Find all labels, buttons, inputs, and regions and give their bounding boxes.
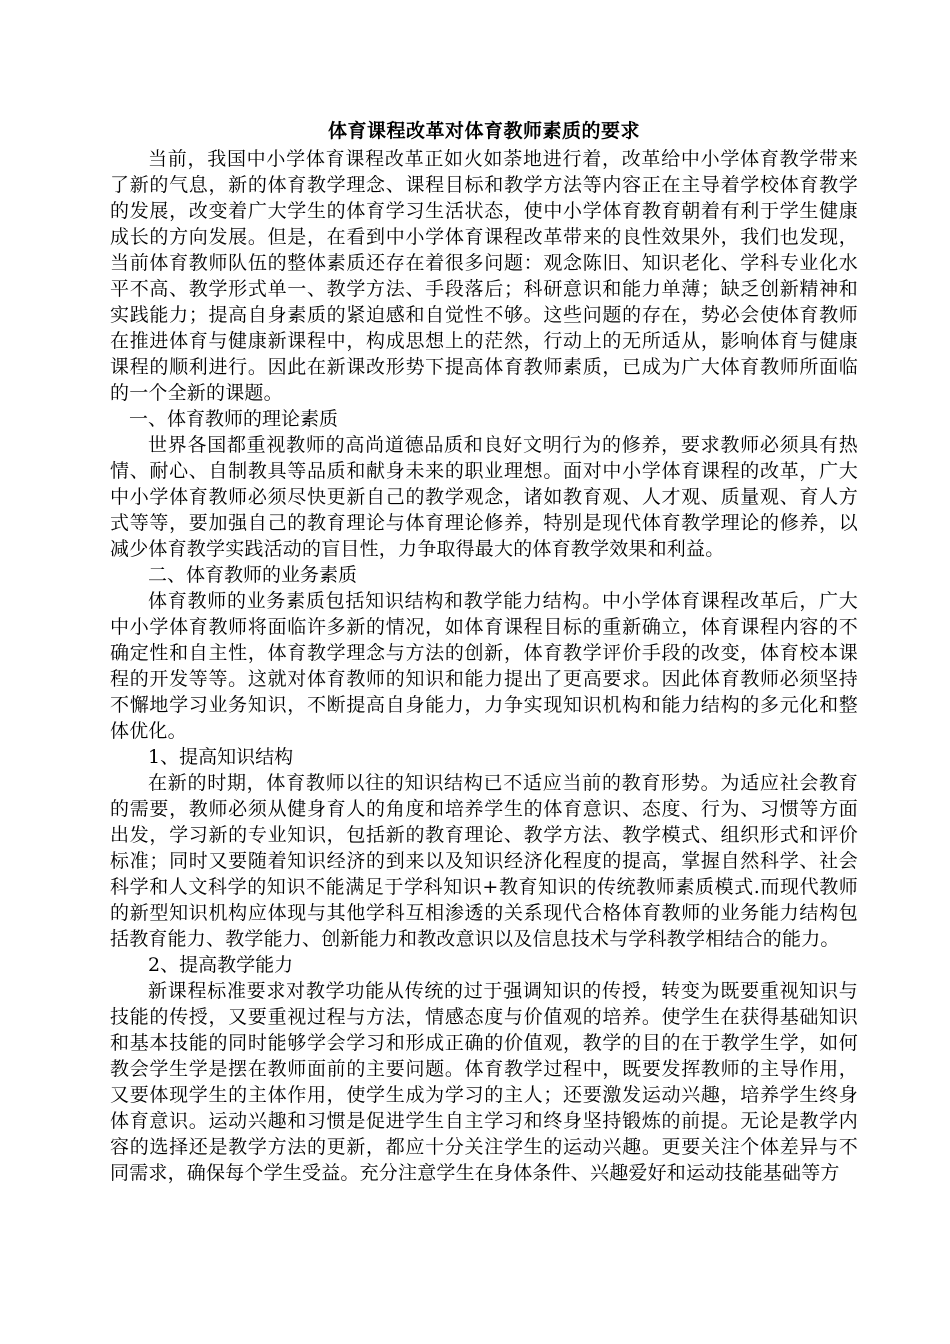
section2-paragraph: 体育教师的业务素质包括知识结构和教学能力结构。中小学体育课程改革后，广大中小学体育教师将面临许多新的情况，如体育课程目标的重新确立，体育课程内容的不确定性和自主性，体育教学理念与方法的创新，体育教学评价手段的改变，体育校本课程的开发等等。这就对体育教师的知识和能力提出了更高要求。因此体育教师必须坚持不懈地学习业务知识，不断提高自身能力，力争实现知识机构和能力结构的多元化和整体优化。 [110,590,858,742]
intro-paragraph: 当前，我国中小学体育课程改革正如火如荼地进行着，改革给中小学体育教学带来了新的气息，新的体育教学理念、课程目标和教学方法等内容正在主导着学校体育教学的发展，改变着广大学生的体育学习生活状态，使中小学体育教育朝着有利于学生健康成长的方向发展。但是，在看到中小学体育课程改革带来的良性效果外，我们也发现，当前体育教师队伍的整体素质还存在着很多问题：观念陈旧、知识老化、学科专业化水平不高、教学形式单一、教学方法、手段落后；科研意识和能力单薄；缺乏创新精神和实践能力；提高自身素质的紧迫感和自觉性不够。这些问题的存在，势必会使体育教师在推进体育与健康新课程中，构成思想上的茫然，行动上的无所适从，影响体育与健康课程的顺利进行。因此在新课改形势下提高体育教师素质，已成为广大体育教师所面临的一个全新的课题。 [110,148,858,404]
subsection2-paragraph: 新课程标准要求对教学功能从传统的过于强调知识的传授，转变为既要重视知识与技能的传授，又要重视过程与方法，情感态度与价值观的培养。使学生在获得基础知识和基本技能的同时能够学会学习和形成正确的价值观，教学的目的在于教学生学，如何教会学生学是摆在教师面前的主要问题。体育教学过程中，既要发挥教师的主导作用，又要体现学生的主体作用，使学生成为学习的主人；还要激发运动兴趣，培养学生终身体育意识。运动兴趣和习惯是促进学生自主学习和终身坚持锻炼的前提。无论是教学内容的选择还是教学方法的更新，都应十分关注学生的运动兴趣。更要关注个体差异与不同需求，确保每个学生受益。充分注意学生在身体条件、兴趣爱好和运动技能基础等方 [110,980,858,1184]
document-title: 体育课程改革对体育教师素质的要求 [327,120,640,142]
section1-heading: 一、体育教师的理论素质 [129,408,339,430]
subsection1-heading: 1、提高知识结构 [148,746,294,768]
section1-paragraph: 世界各国都重视教师的高尚道德品质和良好文明行为的修养，要求教师必须具有热情、耐心、自制教具等品质和献身未来的职业理想。面对中小学体育课程的改革，广大中小学体育教师必须尽快更新自己的教学观念，诸如教育观、人才观、质量观、育人方式等等，要加强自己的教育理论与体育理论修养，特别是现代体育教学理论的修养，以减少体育教学实践活动的盲目性，力争取得最大的体育教学效果和利益。 [110,434,858,560]
subsection2-heading: 2、提高教学能力 [148,954,294,976]
subsection1-paragraph: 在新的时期，体育教师以往的知识结构已不适应当前的教育形势。为适应社会教育的需要，教师必须从健身育人的角度和培养学生的体育意识、态度、行为、习惯等方面出发，学习新的专业知识，包括新的教育理论、教学方法、教学模式、组织形式和评价标准；同时又要随着知识经济的到来以及知识经济化程度的提高，掌握自然科学、社会科学和人文科学的知识不能满足于学科知识+教育知识的传统教师素质模式.而现代教师的新型知识机构应体现与其他学科互相渗透的关系现代合格体育教师的业务能力结构包括教育能力、教学能力、创新能力和教改意识以及信息技术与学科教学相结合的能力。 [110,772,858,950]
section2-heading: 二、体育教师的业务素质 [148,564,358,586]
document-page [110,118,858,1186]
